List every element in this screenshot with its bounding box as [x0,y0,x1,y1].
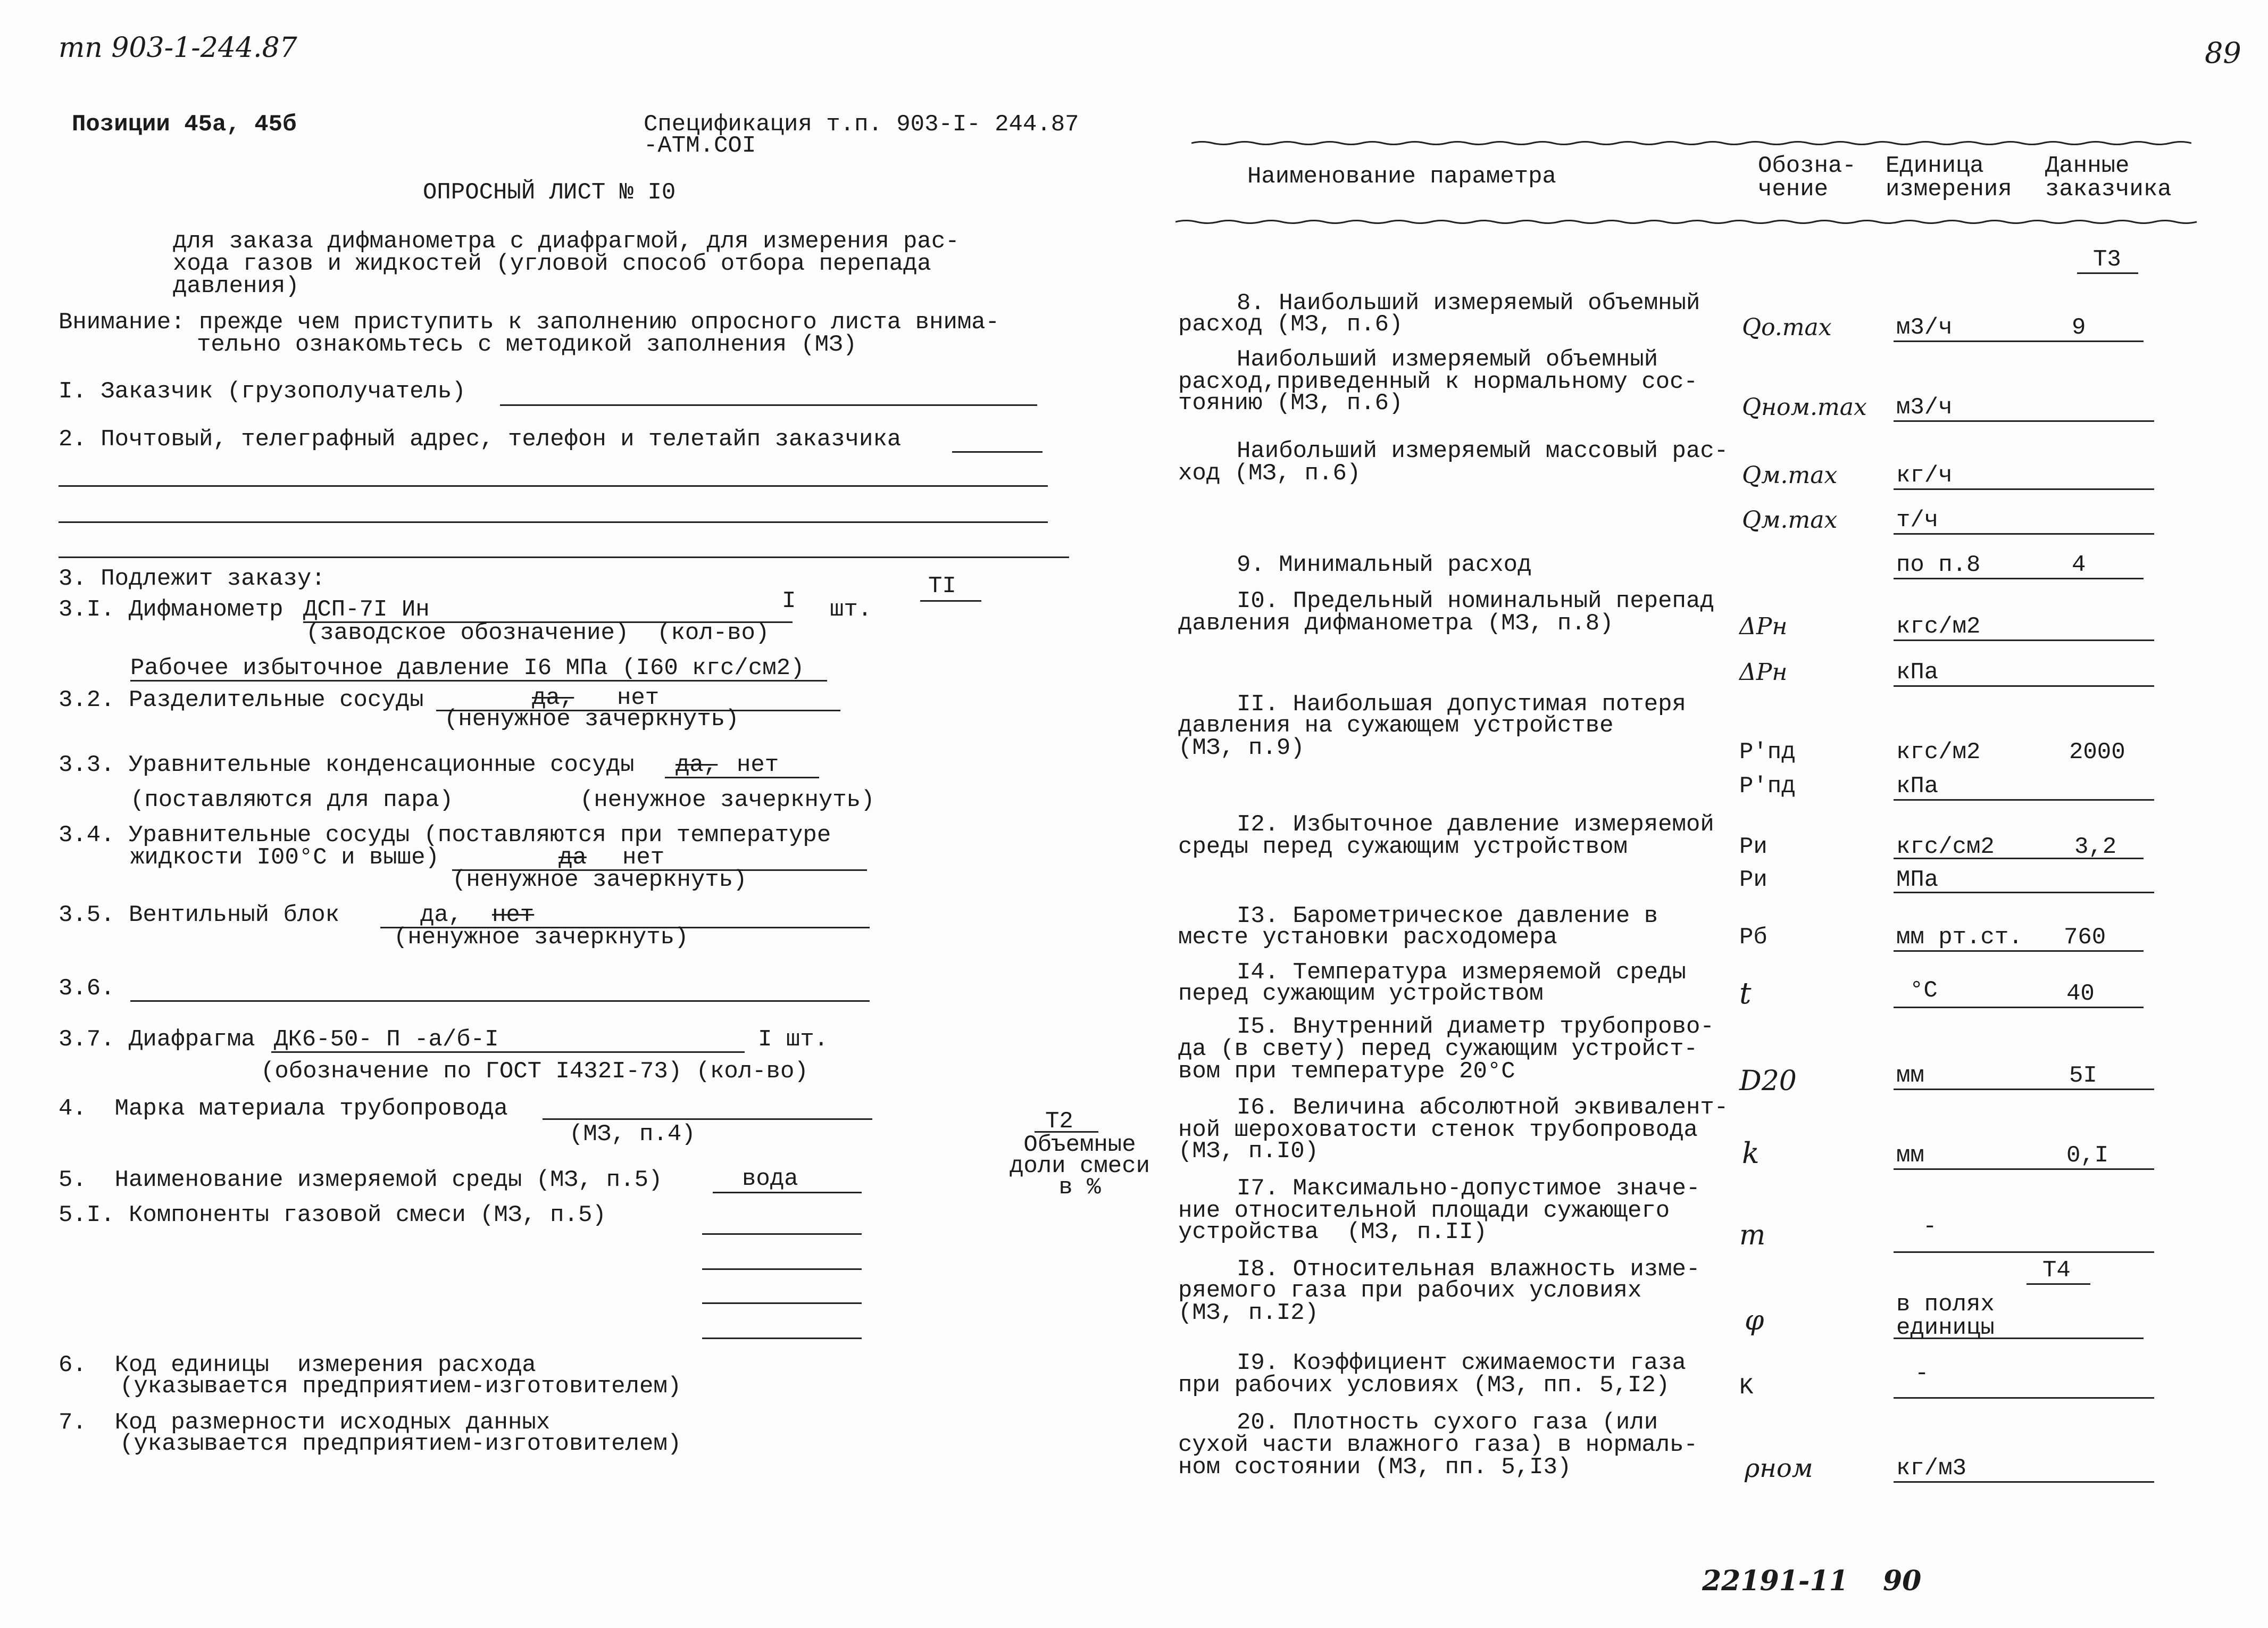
table-header-rule [1175,219,2202,225]
row-19-text-1: I9. Коэффициент сжимаемости газа [1237,1350,1686,1376]
row-10b-unit: кПа [1896,659,1939,686]
item-3-1-label: 3.I. Дифманометр [59,596,284,623]
row-8-unit: м3/ч [1896,314,1953,341]
purpose-line-1: для заказа дифманометра с диафрагмой, для измерения рас- [173,228,960,255]
col-header-parameter: Наименование параметра [1247,163,1556,190]
row-8b-text-3: тоянию (МЗ, п.6) [1178,390,1403,417]
t3-underline [2077,272,2138,274]
row-8b-symbol: Qном.max [1742,394,1867,421]
row-15-text-1: I5. Внутренний диаметр трубопрово- [1237,1014,1714,1040]
row-9-line [1894,578,2144,579]
item-3-2-da: да, [532,685,574,711]
item-3-3-note: (ненужное зачеркнуть) [580,787,875,813]
row-15-symbol: D20 [1739,1065,1797,1097]
item-3-4-line-2: жидкости I00°С и выше) [130,844,439,871]
row-16-text-1: I6. Величина абсолютной эквивалент- [1237,1094,1729,1121]
customer-field-line [500,404,1037,406]
row-16-text-3: (МЗ, п.I0) [1178,1138,1319,1165]
row-8b-unit: м3/ч [1896,394,1953,421]
row-18-symbol: φ [1745,1305,1764,1336]
row-16-unit: мм [1896,1142,1924,1169]
table-marker-t2: T2 [1045,1108,1073,1135]
row-15-text-3: вом при температуре 20°С [1178,1058,1515,1085]
row-11-text-3: (МЗ, п.9) [1178,735,1305,761]
t4-underline [2027,1283,2090,1285]
row-14-line [1894,1007,2144,1008]
item-3-5-note: (ненужное зачеркнуть) [394,924,689,951]
row-14-value: 40 [2066,981,2095,1007]
row-12-text-2: среды перед сужающим устройством [1178,834,1628,860]
row-18-text-3: (МЗ, п.I2) [1178,1300,1319,1326]
table-marker-t1: TI [928,573,956,600]
item-7-line-2: (указывается предприятием-изготовителем) [120,1431,682,1457]
t1-underline [920,600,981,602]
item-3-4-da: да [558,844,587,871]
row-8c-text-2: ход (МЗ, п.6) [1178,460,1361,487]
row-20-unit: кг/м3 [1896,1455,1967,1482]
row-13-line [1894,950,2144,952]
row-19-value: - [1915,1360,1929,1387]
row-17-text-1: I7. Максимально-допустимое значе- [1237,1175,1700,1202]
row-18-text-1: I8. Относительная влажность изме- [1237,1256,1700,1283]
row-20-text-3: ном состоянии (МЗ, пп. 5,I3) [1178,1454,1572,1481]
row-10-text-1: I0. Предельный номинальный перепад [1237,588,1714,614]
row-16-symbol: k [1742,1136,1760,1170]
item-3-1-value: ДСП-7I Ин [303,596,430,623]
row-13-text-2: месте установки расходомера [1178,924,1557,951]
row-19-symbol: K [1739,1374,1754,1401]
row-11b-unit: кПа [1896,773,1939,800]
row-14-text-1: I4. Температура измеряемой среды [1237,959,1686,986]
row-10-symbol: ΔPн [1739,613,1788,640]
row-20-symbol: ρном [1745,1453,1813,1483]
item-3-3-sub: (поставляются для пара) [130,787,454,813]
item-3-2-note: (ненужное зачеркнуть) [444,706,739,733]
item-3-4-note: (ненужное зачеркнуть) [452,867,747,893]
item-3-4-net: нет [622,844,665,871]
attention-line-2: тельно ознакомьтесь с методикой заполнения (МЗ) [197,331,857,358]
row-11-unit: кгс/м2 [1896,739,1981,766]
row-8-text-1: 8. Наибольший измеряемый объемный [1237,290,1700,317]
row-8c-unit: кг/ч [1896,462,1953,489]
item-3-2-net: нет [617,685,660,711]
row-17-line [1894,1251,2154,1253]
item-3-5-net: нет [492,902,535,928]
item-3-5-label: 3.5. Вентильный блок [59,902,340,928]
address-field-line-2 [59,521,1048,523]
row-12-value: 3,2 [2074,834,2117,860]
row-10b-line [1894,685,2154,687]
item-7-line-1: 7. Код размерности исходных данных [59,1409,551,1436]
item-5-line [713,1192,862,1193]
item-3-3-label: 3.3. Уравнительные конденсационные сосуды [59,752,635,778]
item-3-1-note: (заводское обозначение) (кол-во) [306,620,770,646]
row-9-unit: по п.8 [1896,552,1981,578]
address-field-line-0 [952,451,1043,453]
col-header-unit: Единица измерения [1886,153,2012,203]
t2-note-2: доли смеси [1009,1153,1150,1180]
row-15-unit: мм [1896,1062,1924,1089]
row-9-value: 4 [2072,552,2086,578]
t2-note-3: в % [1058,1174,1101,1201]
item-5-value: вода [742,1166,798,1192]
row-8-symbol: Qo.max [1742,314,1832,341]
gas-component-line-4 [702,1338,862,1339]
item-4-line [543,1118,872,1120]
row-20-line [1894,1481,2154,1483]
item-3-label: 3. Подлежит заказу: [59,566,326,592]
item-3-1-qty: I [782,588,796,614]
row-9-text: 9. Минимальный расход [1237,552,1532,578]
row-10-unit: кгс/м2 [1896,613,1981,640]
purpose-line-3: давления) [173,273,299,300]
row-8d-unit: т/ч [1896,507,1939,534]
col-header-customer-data: Данные заказчика [2045,153,2172,203]
row-12b-line [1894,892,2154,893]
row-19-text-2: при рабочих условиях (МЗ, пп. 5,I2) [1178,1372,1670,1399]
item-3-3-net: нет [737,752,779,778]
table-marker-t4: T4 [2042,1257,2071,1284]
working-pressure: Рабочее избыточное давление I6 МПа (I60 кгс/см2) [130,655,805,682]
table-top-rule [1191,140,2191,146]
item-3-2-label: 3.2. Разделительные сосуды [59,687,424,713]
row-8c-text-1: Наибольший измеряемый массовый рас- [1237,438,1729,464]
item-3-7-qty: I шт. [758,1026,829,1053]
row-8b-text-1: Наибольший измеряемый объемный [1237,346,1658,373]
item-3-1-unit: шт. [830,596,872,623]
row-10b-symbol: ΔPн [1739,659,1788,686]
row-11-symbol: P'пд [1739,739,1796,766]
row-18-unit: в полях единицы [1896,1291,1995,1341]
item-3-7-value: ДК6-50- П -а/б-I [274,1026,499,1053]
form-title: ОПРОСНЫЙ ЛИСТ № I0 [423,179,676,206]
row-8b-text-2: расход,приведенный к нормальному сос- [1178,369,1698,395]
row-12b-unit: МПа [1896,867,1939,893]
row-20-text-1: 20. Плотность сухого газа (или [1237,1409,1658,1436]
spec-line-2: -АТМ.СОI [644,132,756,159]
gas-component-line-2 [702,1268,862,1270]
gas-component-line-1 [702,1233,862,1235]
item-3-3-line [665,777,819,778]
item-2-label: 2. Почтовый, телеграфный адрес, телефон и телетайп заказчика [59,426,902,453]
attention-line-1: Внимание: прежде чем приступить к заполнению опросного листа внима- [59,309,1000,336]
row-17-value: - [1923,1214,1937,1240]
row-10-line [1894,639,2154,641]
item-3-7-note: (обозначение по ГОСТ I432I-73) (кол-во) [261,1058,808,1085]
item-5-label: 5. Наименование измеряемой среды (МЗ, п.5) [59,1167,663,1193]
address-field-line-1 [59,485,1048,487]
item-3-7-line [271,1051,745,1053]
purpose-line-2: хода газов и жидкостей (угловой способ отбора перепада [173,251,931,277]
row-8-value: 9 [2072,314,2086,341]
row-8c-symbol: Qм.max [1742,462,1838,489]
item-3-5-da: да, [420,902,463,928]
row-10-text-2: давления дифманометра (МЗ, п.8) [1178,610,1614,637]
row-12-unit: кгс/см2 [1896,834,1995,860]
item-4-note: (МЗ, п.4) [569,1121,696,1148]
row-8-text-2: расход (МЗ, п.6) [1178,311,1403,338]
item-3-3-da: да, [676,752,718,778]
gas-component-line-3 [702,1302,862,1304]
row-11-text-1: II. Наибольшая допустимая потеря [1237,691,1686,718]
footer-stamp: 22191-11 [1702,1565,1848,1597]
t2-note-1: Объемные [1023,1132,1136,1158]
row-12-symbol: Pи [1739,834,1767,860]
row-12-text-1: I2. Избыточное давление измеряемой [1237,811,1714,838]
row-20-text-2: сухой части влажного газа) в нормаль- [1178,1432,1698,1458]
row-8b-line [1894,420,2154,422]
row-15-value: 5I [2069,1062,2097,1089]
row-12-line [1894,858,2144,859]
item-5-1-label: 5.I. Компоненты газовой смеси (МЗ, п.5) [59,1202,606,1228]
row-11b-symbol: P'пд [1739,773,1796,800]
row-8d-symbol: Qм.max [1742,506,1838,534]
item-6-line-2: (указывается предприятием-изготовителем) [120,1373,682,1400]
item-6-line-1: 6. Код единицы измерения расхода [59,1352,536,1378]
row-13-unit: мм рт.ст. [1896,924,2023,951]
row-8-line [1894,340,2144,342]
item-3-6-label: 3.6. [59,975,115,1002]
row-18-line [1894,1338,2144,1339]
row-11b-line [1894,799,2154,801]
row-16-value: 0,I [2066,1142,2109,1169]
row-8c-line [1894,488,2154,490]
positions: Позиции 45а, 45б [72,111,297,138]
row-11-value: 2000 [2069,739,2125,766]
item-1-label: I. Заказчик (грузополучатель) [59,378,466,405]
working-pressure-line [130,680,827,682]
footer-number: 90 [1883,1565,1922,1597]
col-header-symbol: Обозна- чение [1758,153,1856,203]
row-15-line [1894,1089,2154,1090]
table-marker-t3: T3 [2093,246,2121,273]
row-13-symbol: Pб [1739,924,1767,951]
row-15-text-2: да (в свету) перед сужающим устройст- [1178,1036,1698,1062]
row-17-symbol: m [1739,1219,1766,1251]
row-19-line [1894,1397,2154,1399]
row-13-value: 760 [2064,924,2106,951]
row-14-unit: °C [1910,977,1938,1004]
row-16-text-2: ной шероховатости стенок трубопровода [1178,1117,1698,1143]
item-3-4-line-1: 3.4. Уравнительные сосуды (поставляются при температуре [59,822,831,849]
page-number: 89 [2205,36,2241,70]
item-4-label: 4. Марка материала трубопровода [59,1095,508,1122]
spec-line-1: Спецификация т.п. 903-I- 244.87 [644,111,1079,138]
item-3-6-line [130,1000,870,1002]
address-field-line-3 [59,556,1069,558]
row-18-text-2: ряемого газа при рабочих условиях [1178,1277,1642,1304]
row-13-text-1: I3. Барометрическое давление в [1237,903,1658,929]
row-17-text-2: ние относительной площади сужающего [1178,1198,1670,1224]
row-17-text-3: устройства (МЗ, п.II) [1178,1219,1487,1245]
row-8d-line [1894,533,2154,535]
row-11-text-2: давления на сужающем устройстве [1178,712,1614,739]
row-16-line [1894,1168,2154,1170]
row-14-text-2: перед сужающим устройством [1178,981,1544,1007]
item-3-7-label: 3.7. Диафрагма [59,1026,255,1053]
row-14-symbol: t [1739,976,1752,1011]
doc-code: тп 903-1-244.87 [59,32,297,64]
row-12b-symbol: Pи [1739,867,1767,893]
